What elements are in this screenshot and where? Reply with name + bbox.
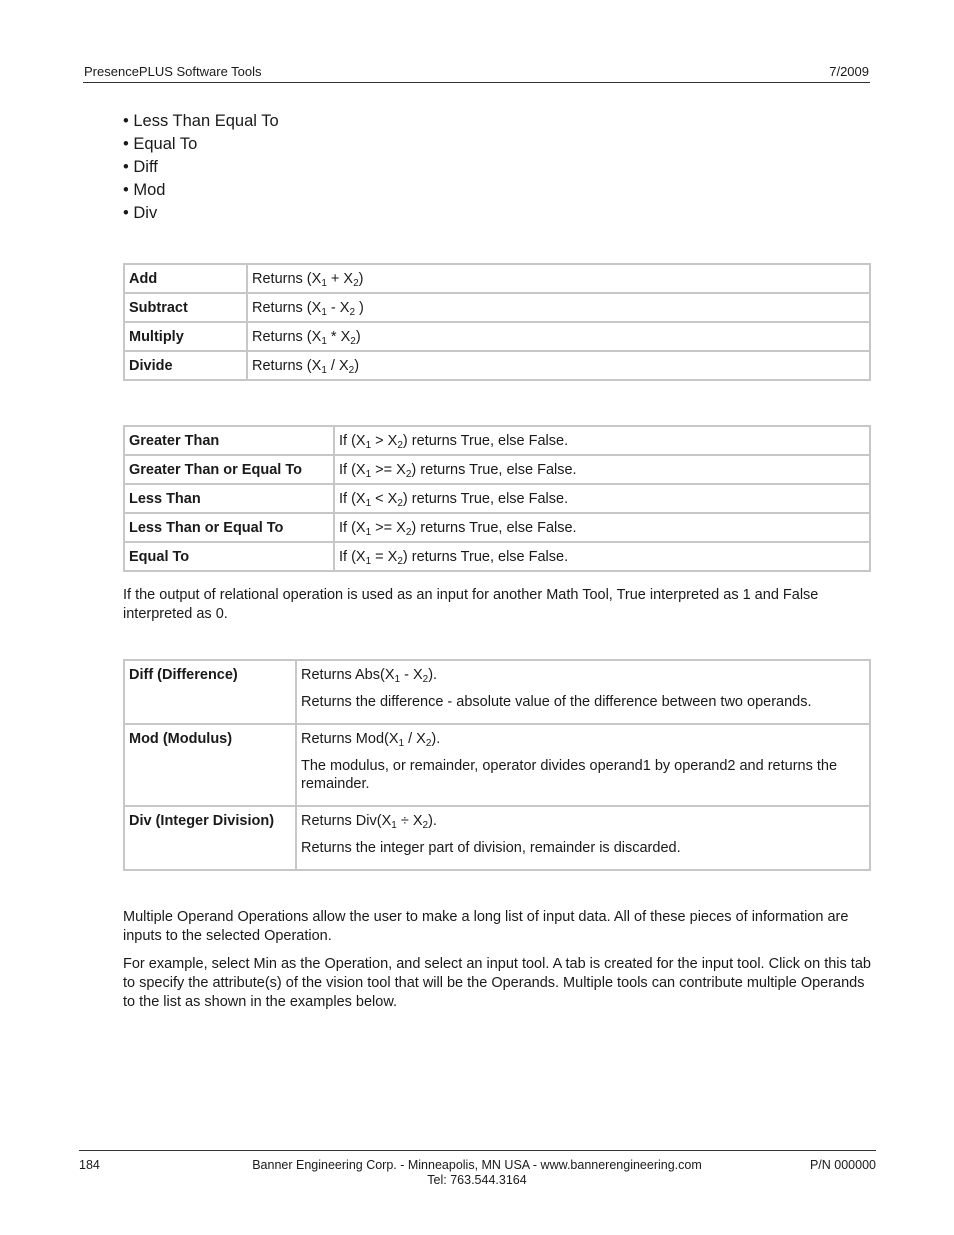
operation-name: Add bbox=[124, 264, 247, 293]
operation-formula: Returns $Abs(X_1 - X_2)$. Returns the difference - absolute value of the difference between two operands. bbox=[296, 660, 870, 724]
footer-phone: Tel: 763.544.3164 bbox=[427, 1173, 527, 1187]
table-row bbox=[124, 351, 870, 380]
header-date: 7/2009 bbox=[829, 64, 869, 79]
page-number: 184 bbox=[79, 1158, 100, 1172]
operation-formula: Returns $(X_1 * X_2)$ bbox=[247, 322, 870, 351]
operation-description: Returns the integer part of division, remainder is discarded. bbox=[301, 840, 681, 856]
operation-formula: If $(X_1 > X_2)$ returns True, else False. bbox=[334, 426, 870, 455]
table-row bbox=[124, 426, 870, 455]
relational-operations-table bbox=[123, 425, 871, 572]
operation-formula: If $(X_1 = X_2)$ returns True, else False. bbox=[334, 542, 870, 571]
operation-formula: Returns ($X_1 - X_2$ ) bbox=[247, 293, 870, 322]
table-row bbox=[124, 322, 870, 351]
operation-name: Subtract bbox=[124, 293, 247, 322]
operation-formula: Returns $(X_1 + X_2)$ bbox=[247, 264, 870, 293]
header-title: PresencePLUS Software Tools bbox=[84, 64, 262, 79]
example-paragraph: For example, select Min as the Operation, and select an input tool. A tab is created for the input tool. Click on this tab to specify the attribute(s) of the vision tool that will be the Operands. Multiple tools can contribute multiple Operands to the list as shown in the examples below. bbox=[123, 956, 871, 1010]
table-row bbox=[124, 660, 870, 724]
table-row bbox=[124, 724, 870, 806]
table-row bbox=[124, 484, 870, 513]
operation-name: Less Than bbox=[124, 484, 334, 513]
table-row bbox=[124, 513, 870, 542]
operation-name: Greater Than bbox=[124, 426, 334, 455]
operation-name: Div (Integer Division) bbox=[124, 806, 296, 870]
table-row bbox=[124, 542, 870, 571]
table-row bbox=[124, 264, 870, 293]
table-row bbox=[124, 293, 870, 322]
operation-name: Less Than or Equal To bbox=[124, 513, 334, 542]
table-row bbox=[124, 455, 870, 484]
arithmetic-operations-table bbox=[123, 263, 871, 381]
operation-name: Divide bbox=[124, 351, 247, 380]
operation-description: The modulus, or remainder, operator divides operand1 by operand2 and returns the remainder. bbox=[301, 758, 838, 792]
header-divider bbox=[83, 82, 870, 83]
part-number: P/N 000000 bbox=[809, 1158, 876, 1172]
operation-name: Multiply bbox=[124, 322, 247, 351]
operation-formula: If $(X_1 >= X_2)$ returns True, else False. bbox=[334, 455, 870, 484]
list-item: • Div bbox=[123, 202, 279, 225]
other-operations-table bbox=[123, 659, 871, 871]
operation-description: Returns the difference - absolute value of the difference between two operands. bbox=[301, 694, 812, 710]
operation-formula: Returns $Div(X_1 \div X_2)$. Returns the integer part of division, remainder is discarded. bbox=[296, 806, 870, 870]
footer-company bbox=[200, 1158, 754, 1188]
operation-formula: If $(X_1 < X_2)$ returns True, else False. bbox=[334, 484, 870, 513]
list-item: • Equal To bbox=[123, 133, 279, 156]
relational-note: If the output of relational operation is used as an input for another Math Tool, True interpreted as 1 and False interpreted as 0. bbox=[123, 587, 819, 622]
operation-name: Greater Than or Equal To bbox=[124, 455, 334, 484]
table-row bbox=[124, 806, 870, 870]
footer-company-line: Banner Engineering Corp. - Minneapolis, MN USA - www.bannerengineering.com bbox=[252, 1158, 702, 1172]
operation-bullet-list bbox=[123, 110, 279, 225]
footer-divider bbox=[79, 1150, 876, 1151]
operation-name: Mod (Modulus) bbox=[124, 724, 296, 806]
operation-formula: Returns $Mod(X_1 / X_2)$. The modulus, or remainder, operator divides operand1 by operand2 and returns the remainder. bbox=[296, 724, 870, 806]
operation-name: Equal To bbox=[124, 542, 334, 571]
list-item: • Less Than Equal To bbox=[123, 110, 279, 133]
operation-formula: If $(X_1 >= X_2)$ returns True, else False. bbox=[334, 513, 870, 542]
list-item: • Mod bbox=[123, 179, 279, 202]
operation-formula: Returns $(X_1 / X_2)$ bbox=[247, 351, 870, 380]
operation-name: Diff (Difference) bbox=[124, 660, 296, 724]
list-item: • Diff bbox=[123, 156, 279, 179]
multiple-operand-paragraph: Multiple Operand Operations allow the user to make a long list of input data. All of these pieces of information are inputs to the selected Operation. bbox=[123, 909, 849, 944]
